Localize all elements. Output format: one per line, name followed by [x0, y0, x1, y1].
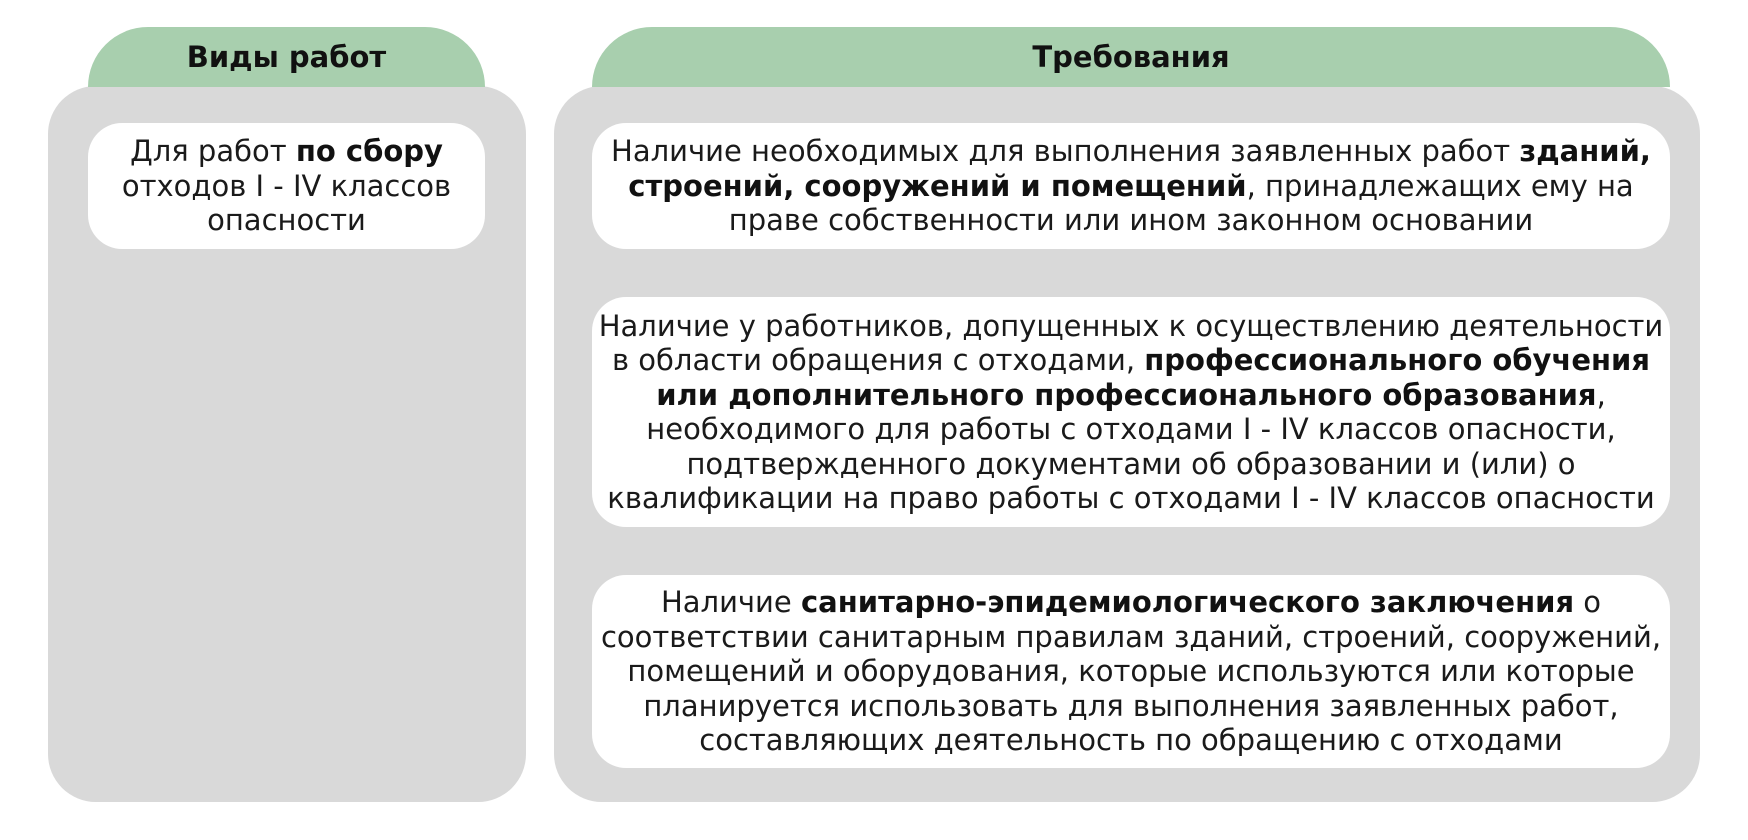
requirements-header-label: Требования	[1032, 40, 1230, 74]
card-text-part: Для работ	[130, 134, 296, 169]
card-text-emphasis: профессионального обучения или дополнительного профессионального образования	[656, 343, 1650, 412]
card-text-part: Наличие у работников, допущенных к осуществлению деятельности в области обращения с отходами,	[598, 308, 1664, 377]
card-text-emphasis: зданий, строений, сооружений и помещений	[628, 134, 1651, 203]
work-type-card-waste-collection	[88, 123, 485, 249]
card-text-part: Наличие	[660, 585, 801, 620]
work-type-card-text	[94, 134, 479, 238]
card-text-part: , принадлежащих ему на праве собственности или ином законном основании	[728, 168, 1634, 238]
requirement-card-text	[598, 134, 1664, 238]
card-text-part: Наличие необходимых для выполнения заявленных работ	[611, 134, 1520, 169]
work-types-header	[88, 27, 485, 87]
card-text-emphasis: санитарно-эпидемиологического заключения	[800, 585, 1575, 620]
card-text-part: о соответствии санитарным правилам зданий, строений, сооружений, помещений и оборудования, которые используются или которые планируется использовать для выполнения заявленных работ, составляющих деятельность по обращению с отходами	[600, 585, 1662, 758]
requirement-card-sanitary-conclusion	[592, 575, 1670, 768]
requirement-card-training	[592, 297, 1670, 527]
card-text-emphasis: по сбору	[295, 134, 443, 169]
requirement-card-buildings	[592, 123, 1670, 249]
requirement-card-text	[598, 309, 1664, 516]
card-text-part: отходов I - IV классов опасности	[121, 168, 452, 238]
card-text-part: , необходимого для работы с отходами I - IV классов опасности, подтвержденного документами об образовании и (или) о квалификации на право работы с отходами I - IV классов опасности	[607, 377, 1655, 515]
requirements-header	[592, 27, 1670, 87]
requirement-card-text	[598, 585, 1664, 758]
work-types-header-label: Виды работ	[186, 40, 387, 74]
